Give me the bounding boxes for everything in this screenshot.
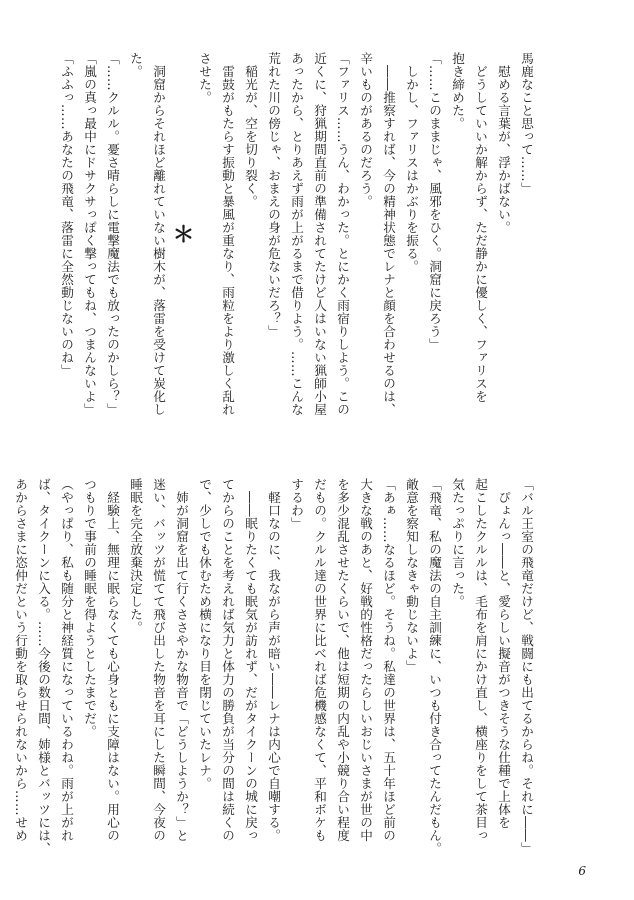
text-line: 起こしたクルルは、毛布を肩にかけ直し、横座りをして茶目っ [473, 478, 488, 842]
text-line: 「ファリス……うん、わかった。とにかく雨宿りしよう。この [335, 52, 350, 416]
text-line: た。 [128, 52, 143, 78]
text-block-bottom [13, 478, 538, 855]
text-line: 軽口なのに、我ながら声が暗い――レナは内心で自嘲する。 [266, 490, 281, 842]
text-line: ば、タイクーンに入る。……今後の数日間、姉様とバッツには、 [36, 478, 51, 855]
text-line: 稲光が、空を切り裂く。 [243, 64, 258, 208]
text-line: 馬鹿なこと思って……」 [519, 52, 534, 195]
text-line: 「飛竜、私の魔法の自主訓練に、いつも付き合ってたんだもん。 [427, 478, 442, 855]
text-line: どうしていいか解からず、ただ静かに優しく、ファリスを [473, 64, 488, 403]
text-line: 大きな戦のあと、好戦的性格だったらしいおじいさまが世の中 [358, 478, 373, 842]
text-line: ――推察すれば、今の精神状態でレナと顔を合わせるのは、 [381, 64, 396, 416]
text-line: 抱き締めた。 [450, 52, 465, 130]
text-line: 気たっぷりに言った。 [450, 478, 465, 608]
text-line: で、少しでも休むため横になり目を閉じていたレナ。 [197, 478, 212, 790]
text-line: を多少混乱させたくらいで、他は短期の内乱や小競り合い程度 [335, 478, 350, 842]
text-line: 慰める言葉が、浮かばない。 [496, 64, 511, 234]
text-line: 雷鼓がもたらす振動と暴風が重なり、雨粒をより激しく乱れ [220, 64, 235, 416]
text-line: 睡眠を完全放棄決定した。 [128, 478, 143, 634]
text-line: （やっぱり、私も随分と神経質になっているわね。雨が上がれ [59, 478, 74, 842]
text-line: 荒れた川の傍じゃ、おまえの身が危ないだろ？」 [266, 52, 281, 338]
text-line: あったから、とりあえず雨が上がるまで借りよう。……こんな [289, 52, 304, 416]
text-line: させた。 [197, 52, 212, 104]
text-line: 「ふふっ……あなたの飛竜、落雷に全然動じないのね」 [59, 52, 74, 377]
text-line: しかし、ファリスはかぶりを振る。 [404, 64, 419, 273]
text-line: 迷い、バッツが慌てて飛び出した物音を耳にした瞬間、今夜の [151, 478, 166, 842]
text-line: 洞窟からそれほど離れていない樹木が、落雷を受けて炭化し [151, 64, 166, 416]
text-line: 「バル王室の飛竜だけど、戦闘にも出てるからね。それに――」 [519, 478, 534, 855]
text-line: あからさまに恣仲だという行動を取らせられないから……せめ [13, 478, 28, 842]
section-separator: ＊ [169, 223, 195, 246]
text-line: つもりで事前の睡眠を得ようとしたまでだ。 [82, 478, 97, 738]
text-line: ――眠りたくても眠気が訪れず、だがタイクーンの城に戻っ [243, 490, 258, 842]
text-line: だもの。クルル達の世界に比べれば危機感なくて、平和ボケも [312, 478, 327, 842]
text-line: 「……このままじゃ、風邪をひく。洞窟に戻ろう」 [427, 52, 442, 351]
text-line: 辛いものがあるのだろう。 [358, 52, 373, 208]
text-line: 姉が洞窟を出て行くささやかな物音で「どうしようか？」と [174, 490, 189, 842]
text-line: 「……クルル。憂さ晴らしに電撃魔法でも放ったのかしら？」 [105, 52, 120, 416]
text-line: 敵意を察知しなきゃ動じないよ」 [404, 478, 419, 673]
text-line: 経験上、無理に眠らなくても心身ともに支障はない。用心の [105, 490, 120, 842]
text-line: てからのことを考えれば気力と体力の勝負が当分の間は続くの [220, 478, 235, 842]
text-line: するわ」 [289, 478, 304, 530]
page-number: 6 [578, 864, 586, 878]
text-block-top [59, 52, 538, 417]
text-line: 「嵐の真っ最中にドサクサっぽく撃ってもね、つまんないよ」 [82, 52, 97, 416]
text-line: 近くに、狩猟期間直前の準備されてたけど人はいない猟師小屋 [312, 52, 327, 416]
text-line: ぴょんっ――と、愛らしい擬音がつきそうな仕種で上体を [496, 490, 511, 829]
text-line: 「あぁ……なるほど。そうね。私達の世界は、五十年ほど前の [381, 478, 396, 842]
